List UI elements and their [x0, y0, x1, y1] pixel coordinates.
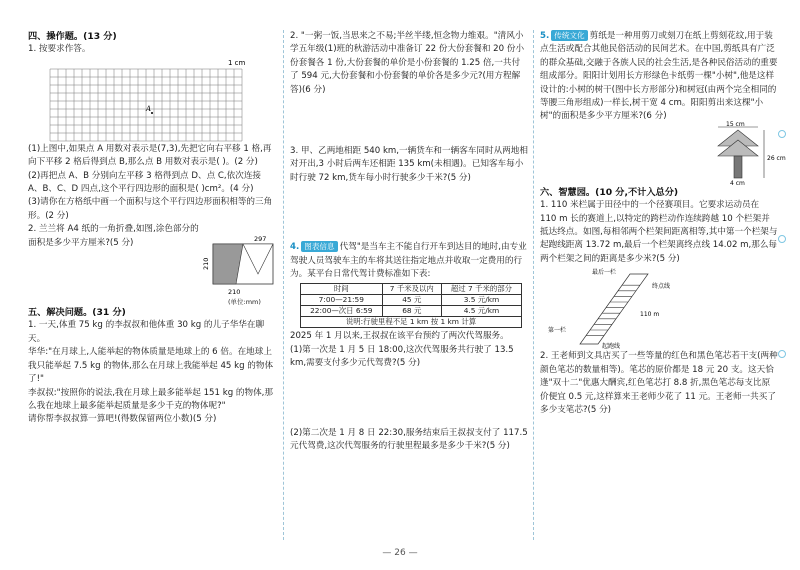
- table-row: [301, 306, 522, 317]
- section-4-title: 四、操作题。(13 分): [28, 31, 117, 42]
- question-4-1: 1. 按要求作答。: [28, 44, 91, 55]
- answer-space: [290, 97, 528, 145]
- hurdle-start-label: 起跑线: [602, 343, 621, 351]
- question-5-3: 3. 甲、乙两地相距 540 km,一辆货车和一辆客车同时从两地相对开出,3 小时后两车还相距 135 km(未相遇)。已知客车每小时行驶 72 km,货车每小时行驶多少千米?(5 分): [290, 146, 528, 183]
- question-4-1-part1: (1)上图中,如果点 A 用数对表示是(7,3),先把它向右平移 1 格,再向下平移 2 格后得到点 B,那么点 B 用数对表示是( )。(2 分): [28, 143, 272, 168]
- margin-dot: [778, 235, 786, 243]
- question-5-4-part2: (2)第二次是 1 月 8 日 22:30,服务结束后王叔叔支付了 117.5 元代驾费,这次代驾服务的行驶里程最多是多少千米?(5 分): [290, 427, 528, 452]
- question-6-2: 2. 王老师到文具店买了一些等量的红色和黑色笔芯若干支(两种颜色笔芯的数量相等)。笔芯的原价都是 18 元 20 支。这天恰逢"双十二"优惠大酬宾,红色笔芯打 8.8 折,黑色笔芯每支比原价便宜 0.5 元,这样算来王老师少花了 11 元。王老师一共买了多少支笔芯?(5 分): [540, 351, 778, 415]
- hurdle-finish-label: 终点线: [652, 283, 671, 291]
- margin-dot: [778, 130, 786, 138]
- table-cell: 3.5 元/km: [441, 295, 521, 306]
- column-left: [28, 30, 278, 427]
- chart-info-tag: 图表信息: [301, 241, 337, 252]
- margin-dot: [778, 350, 786, 358]
- table-header-row: [301, 284, 522, 295]
- column-right: [540, 30, 786, 417]
- fig-210-side-label: 210: [202, 257, 210, 271]
- question-5-1-task: 请你帮李叔叔算一算吧!(得数保留两位小数)(5 分): [28, 414, 217, 425]
- table-header: 时间: [301, 284, 383, 295]
- table-note-row: [301, 317, 522, 328]
- question-5-2: 2. "一粥一饭,当思来之不易;半丝半缕,恒念物力维艰。"清风小学五年级(1)班的秋游活动中准备订 22 份大份套餐和 20 份小份套餐各 1 份,大份套餐的单价是小份套餐的 1.25 倍,一共付了 594 元,大份套餐和小份套餐的单价各是多少元?(用方程解答)(6 分): [290, 31, 525, 95]
- fig-297-label: 297: [254, 235, 267, 244]
- question-4-1-part2: (2)再把点 A、B 分别向左平移 3 格得到点 D、点 C,依次连接 A、B、C、D 四点,这个平行四边形的面积是( )cm²。(4 分): [28, 170, 262, 195]
- column-separator-2: [533, 30, 534, 540]
- table-cell: 22:00—次日 6:59: [301, 306, 383, 317]
- fig-unit-label: (单位:mm): [228, 298, 261, 307]
- question-4-2: 2. 兰兰将 A4 纸的一角折叠,如图,涂色部分的面积是多少平方厘米?(5 分): [28, 224, 199, 248]
- column-separator-1: [283, 30, 284, 540]
- tree-height-label: 26 cm: [767, 154, 786, 162]
- grid-point-a: [151, 112, 153, 114]
- grid-unit-label: 1 cm: [228, 58, 246, 67]
- question-5-5: 剪纸是一种用剪刀或刻刀在纸上剪刻花纹,用于装点生活或配合其他民俗活动的民间艺术。在中国,剪纸具有广泛的群众基础,交融于各族人民的社会生活,是各种民俗活动的重要组成部分。阳阳计划用长方形绿色卡纸剪一棵"小树",他是这样设计的:小树的树干(图中长方形部分)和树冠(由两个完全相同的等腰三角形组成)一样长,树干宽 4 cm。阳阳剪出来这棵"小树"的面积是多少平方厘米?(6 分): [540, 31, 778, 122]
- hurdle-figure: [540, 266, 778, 350]
- tree-figure: [540, 120, 786, 187]
- question-5-1-uncle: 李叔叔:"按照你的说法,我在月球上最多能举起 151 kg 的物体,那么我在地球上最多能举起质量是多少千克的物体呢?": [28, 387, 273, 411]
- table-note: 说明:行驶里程不足 1 km 按 1 km 计算: [301, 317, 522, 328]
- column-middle: [290, 30, 528, 454]
- hurdle-last-label: 最后一栏: [592, 269, 617, 277]
- tree-width-label: 15 cm: [726, 120, 745, 128]
- hurdle-first-label: 第一栏: [548, 327, 567, 335]
- fee-table: [300, 283, 522, 328]
- answer-space: [290, 371, 528, 427]
- hurdle-length-label: 110 m: [640, 311, 660, 319]
- table-cell: 7:00—21:59: [301, 295, 383, 306]
- question-6-1: 1. 110 米栏属于田径中的一个径赛项目。它要求运动员在 110 m 长的赛道上,以特定的跨栏动作连续跨越 10 个栏架并抵达终点。如图,每相邻两个栏架间距离相等,其中第一个栏架与起跑线距离 13.72 m,最后一个栏架离终点线 14.02 m,那么每两个栏架之间的距离是多少米?(5 分): [540, 200, 778, 264]
- answer-space: [290, 185, 528, 241]
- table-header: 超过 7 千米的部分: [441, 284, 521, 295]
- question-5-4-context: 2025 年 1 月以来,王叔叔在该平台预约了两次代驾服务。: [290, 331, 509, 342]
- grid-paper: [28, 57, 278, 143]
- question-5-4-intro: 代驾"是当车主不能自行开车到达目的地时,由专业驾驶人员驾驶车主的车将其送往指定地点并收取一定费用的行为。某平台日常代驾计费标准如下表:: [290, 242, 527, 280]
- section-5-title: 五、解决问题。(31 分): [28, 307, 126, 319]
- tree-trunk-label: 4 cm: [730, 179, 745, 187]
- table-cell: 68 元: [382, 306, 441, 317]
- page-number: — 26 —: [382, 548, 418, 558]
- grid-point-a-label: A: [146, 104, 152, 113]
- hurdle-svg: [540, 266, 778, 350]
- tree-svg: [540, 120, 786, 187]
- traditional-culture-tag: 传统文化: [551, 30, 587, 41]
- question-5-1-intro: 1. 一天,体重 75 kg 的李叔叔和他体重 30 kg 的儿子华华在聊天。: [28, 320, 265, 344]
- fig-210-bottom-label: 210: [228, 288, 241, 297]
- question-5-1-huahua: 华华:"在月球上,人能举起的物体质量是地球上的 6 倍。在地球上我只能举起 7.5 kg 的物体,那么在月球上我能举起 45 kg 的物体了!": [28, 347, 274, 385]
- question-number-4: 4.: [290, 242, 300, 253]
- a4-fold-svg: [28, 226, 278, 297]
- grid-figure: [28, 57, 278, 143]
- question-number-5: 5.: [540, 31, 550, 41]
- question-4-1-part3: (3)请你在方格纸中画一个面积与这个平行四边形面积相等的三角形。(2 分): [28, 197, 273, 221]
- table-cell: 45 元: [382, 295, 441, 306]
- table-cell: 4.5 元/km: [441, 306, 521, 317]
- section-6-title: 六、智慧园。(10 分,不计入总分): [540, 186, 679, 198]
- question-5-4-part1: (1)第一次是 1 月 5 日 18:00,这次代驾服务共行驶了 13.5 km,需要支付多少元代驾费?(5 分): [290, 344, 514, 369]
- table-row: [301, 295, 522, 306]
- table-header: 7 千米及以内: [382, 284, 441, 295]
